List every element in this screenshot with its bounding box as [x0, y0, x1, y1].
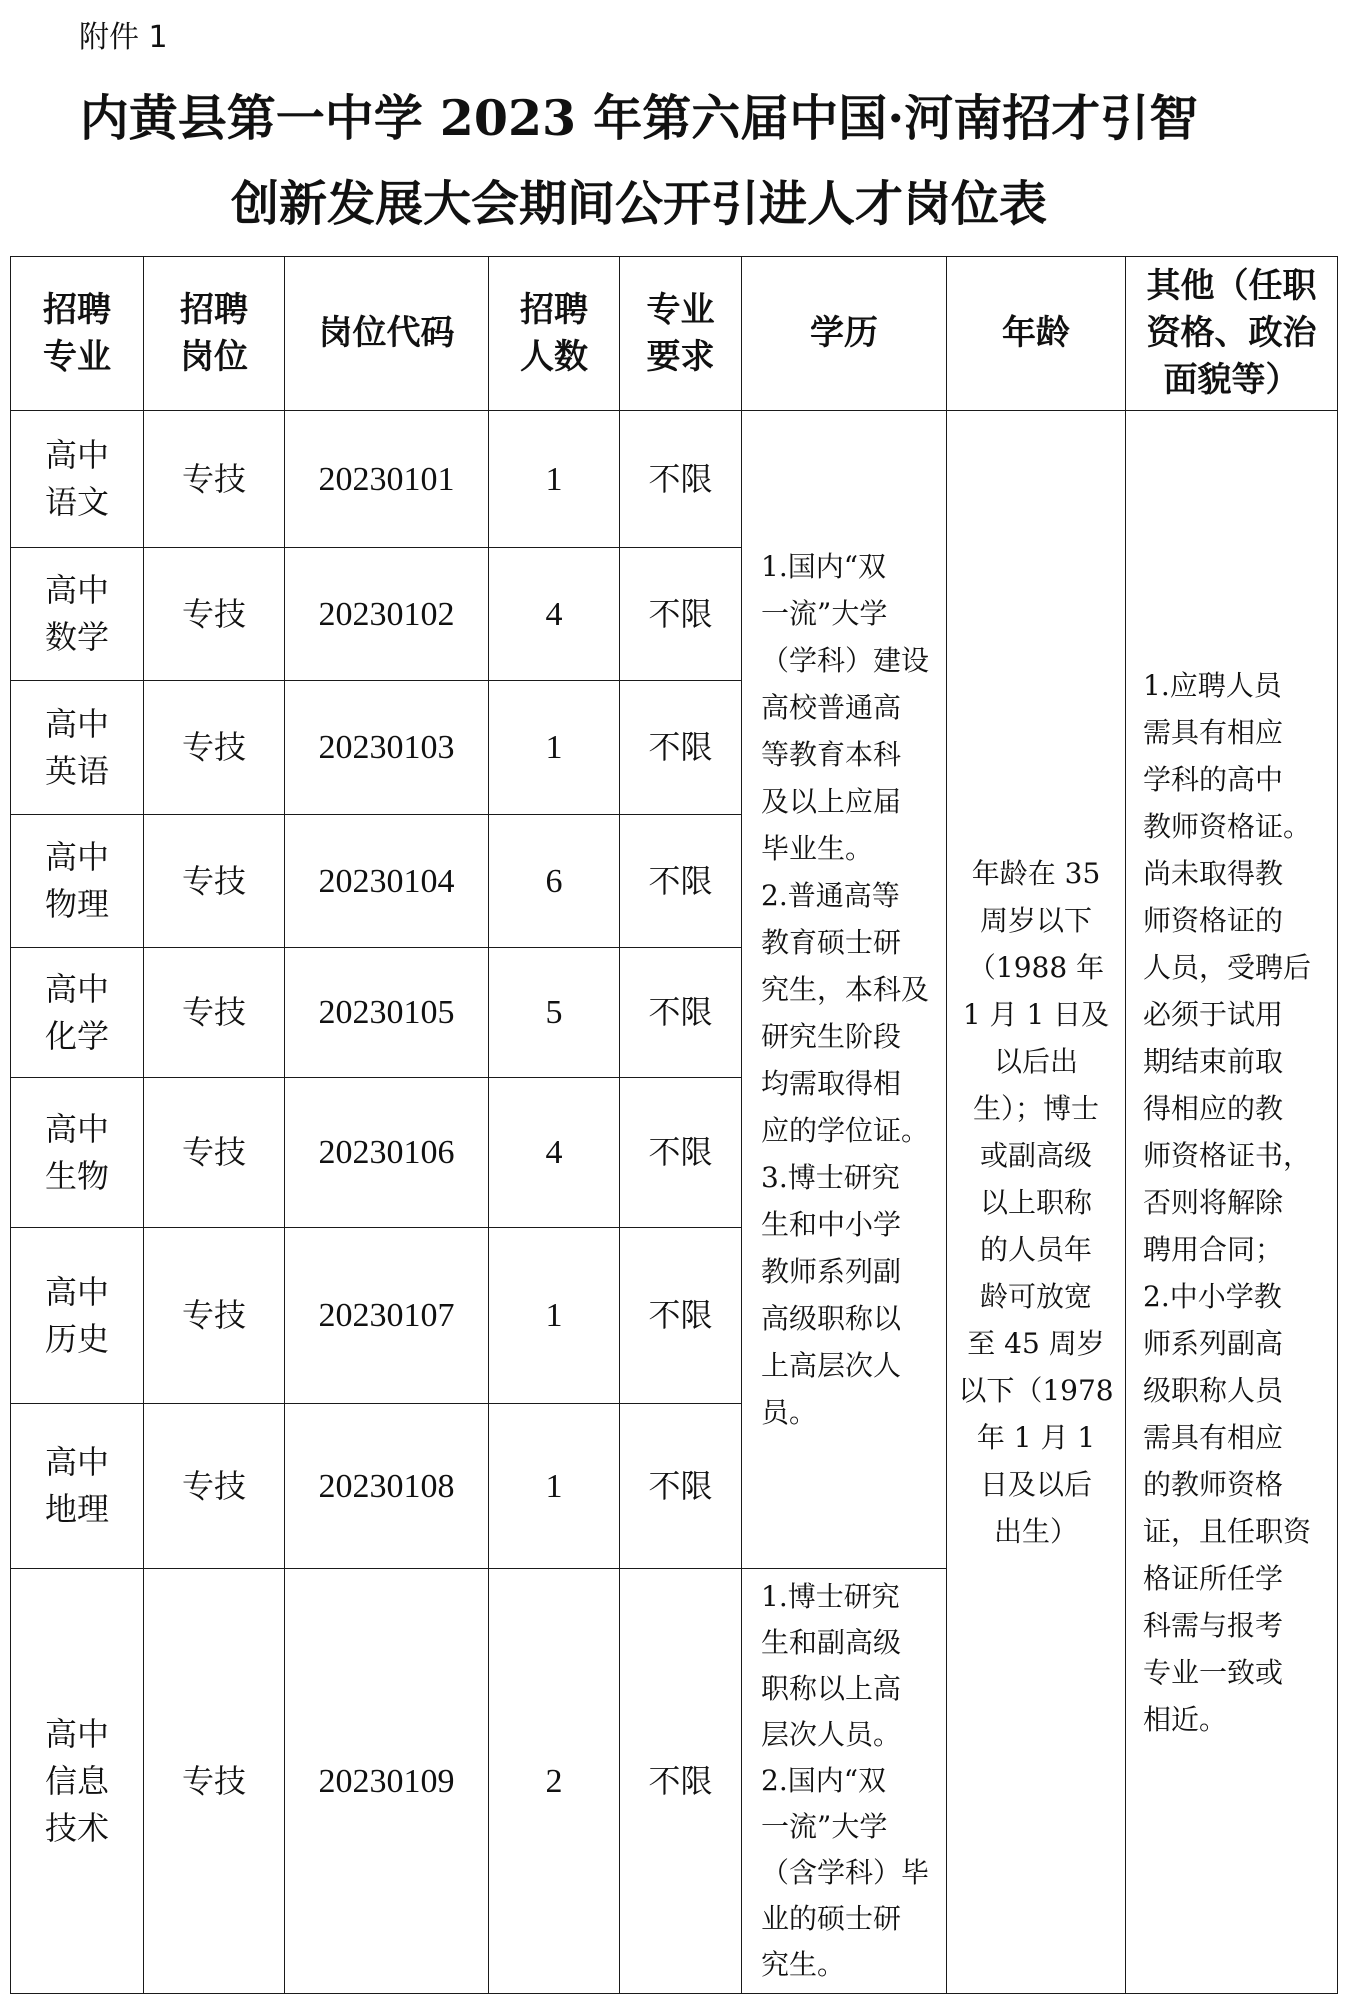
headcount-cell: 5 — [489, 948, 620, 1078]
position-code-cell: 20230102 — [285, 548, 489, 681]
position-code-cell: 20230101 — [285, 411, 489, 548]
position-cell: 专技 — [144, 681, 285, 815]
position-cell: 专技 — [144, 815, 285, 948]
headcount-cell: 1 — [489, 1404, 620, 1569]
major-field-cell — [11, 548, 144, 681]
major-field-text: 高中语文 — [44, 436, 109, 521]
major-requirement-cell: 不限 — [620, 681, 742, 815]
position-code-cell: 20230107 — [285, 1228, 489, 1404]
positions-table — [10, 256, 1338, 1994]
major-requirement-cell: 不限 — [620, 1404, 742, 1569]
headcount-cell: 1 — [489, 681, 620, 815]
position-code-cell: 20230109 — [285, 1569, 489, 1994]
position-cell: 专技 — [144, 411, 285, 548]
position-code-cell: 20230105 — [285, 948, 489, 1078]
major-requirement-cell: 不限 — [620, 1228, 742, 1404]
major-field-cell — [11, 1228, 144, 1404]
major-requirement-cell: 不限 — [620, 1078, 742, 1228]
other-requirements-cell — [1126, 411, 1338, 1994]
header-other-text: 其他（任职资格、政治面貌等） — [1146, 266, 1317, 400]
major-field-cell — [11, 1569, 144, 1994]
position-cell: 专技 — [144, 548, 285, 681]
header-headcount-text: 招聘人数 — [520, 289, 588, 377]
major-field-text: 高中历史 — [44, 1272, 109, 1358]
headcount-cell: 4 — [489, 1078, 620, 1228]
attachment-label: 附件 1 — [79, 20, 168, 55]
table-header-row — [11, 257, 1338, 411]
header-major-field — [11, 257, 144, 411]
major-requirement-cell: 不限 — [620, 815, 742, 948]
headcount-cell: 2 — [489, 1569, 620, 1994]
age-requirement-cell — [947, 411, 1126, 1994]
major-requirement-cell: 不限 — [620, 411, 742, 548]
document-title-line-2: 创新发展大会期间公开引进人才岗位表 — [230, 176, 1047, 232]
header-major-field-text: 招聘专业 — [43, 289, 111, 377]
major-field-cell — [11, 815, 144, 948]
major-requirement-cell: 不限 — [620, 548, 742, 681]
major-field-cell — [11, 1078, 144, 1228]
header-position-code: 岗位代码 — [285, 257, 489, 411]
major-field-text: 高中生物 — [44, 1109, 109, 1195]
major-field-text: 高中物理 — [44, 838, 109, 923]
position-cell: 专技 — [144, 948, 285, 1078]
header-other — [1126, 257, 1338, 411]
table-row — [11, 411, 1338, 548]
other-requirements-text: 1.应聘人员 需具有相应 学科的高中 教师资格证。 尚未取得教 师资格证的 人员，受聘后 必须于试用 期结束前取 得相应的教 师资格证书， 否则将解除 聘用合同； 2.中小学教 师系列副高 级职称人员 需具有相应 的教师资格 证，且任职资 格证所任学 科需与报考 专业一致或 相近。 — [1143, 668, 1312, 1736]
major-field-text: 高中信息技术 — [44, 1714, 109, 1847]
position-cell: 专技 — [144, 1404, 285, 1569]
header-headcount — [489, 257, 620, 411]
major-field-text: 高中数学 — [44, 571, 109, 656]
header-age: 年龄 — [947, 257, 1126, 411]
position-code-cell: 20230103 — [285, 681, 489, 815]
position-cell: 专技 — [144, 1569, 285, 1994]
major-field-text: 高中化学 — [44, 969, 109, 1055]
header-education: 学历 — [742, 257, 947, 411]
headcount-cell: 6 — [489, 815, 620, 948]
position-cell: 专技 — [144, 1228, 285, 1404]
major-field-cell — [11, 1404, 144, 1569]
headcount-cell: 4 — [489, 548, 620, 681]
header-position-text: 招聘岗位 — [180, 289, 248, 377]
age-requirement-text: 年龄在 35 周岁以下 （1988 年 1 月 1 日及 以后出 生）；博士 或副高级 以上职称 的人员年 龄可放宽 至 45 周岁 以下（1978 年 1 月 1 日及以后 出生） — [958, 856, 1114, 1548]
major-requirement-cell: 不限 — [620, 1569, 742, 1994]
education-requirement-cell — [742, 411, 947, 1569]
headcount-cell: 1 — [489, 1228, 620, 1404]
education-requirement-it-cell — [742, 1569, 947, 1994]
major-field-text: 高中英语 — [44, 704, 109, 790]
major-field-cell — [11, 681, 144, 815]
education-requirement-it-text: 1.博士研究 生和副高级 职称以上高 层次人员。 2.国内“双 一流”大学 （含学科）毕 业的硕士研 究生。 — [761, 1580, 930, 1981]
education-requirement-text: 1.国内“双 一流”大学 （学科）建设 高校普通高 等教育本科 及以上应届 毕业生。 2.普通高等 教育硕士研 究生，本科及 研究生阶段 均需取得相 应的学位证。 3.博士研究 生和中小学 教师系列副 高级职称以 上高层次人 员。 — [761, 550, 930, 1429]
header-major-requirement-text: 专业要求 — [646, 289, 715, 377]
headcount-cell: 1 — [489, 411, 620, 548]
header-major-requirement — [620, 257, 742, 411]
header-position — [144, 257, 285, 411]
major-field-text: 高中地理 — [44, 1443, 109, 1528]
position-code-cell: 20230104 — [285, 815, 489, 948]
document-title-line-1: 内黄县第一中学 2023 年第六届中国·河南招才引智 — [79, 89, 1199, 147]
position-code-cell: 20230106 — [285, 1078, 489, 1228]
major-field-cell — [11, 411, 144, 548]
major-requirement-cell: 不限 — [620, 948, 742, 1078]
major-field-cell — [11, 948, 144, 1078]
position-code-cell: 20230108 — [285, 1404, 489, 1569]
position-cell: 专技 — [144, 1078, 285, 1228]
